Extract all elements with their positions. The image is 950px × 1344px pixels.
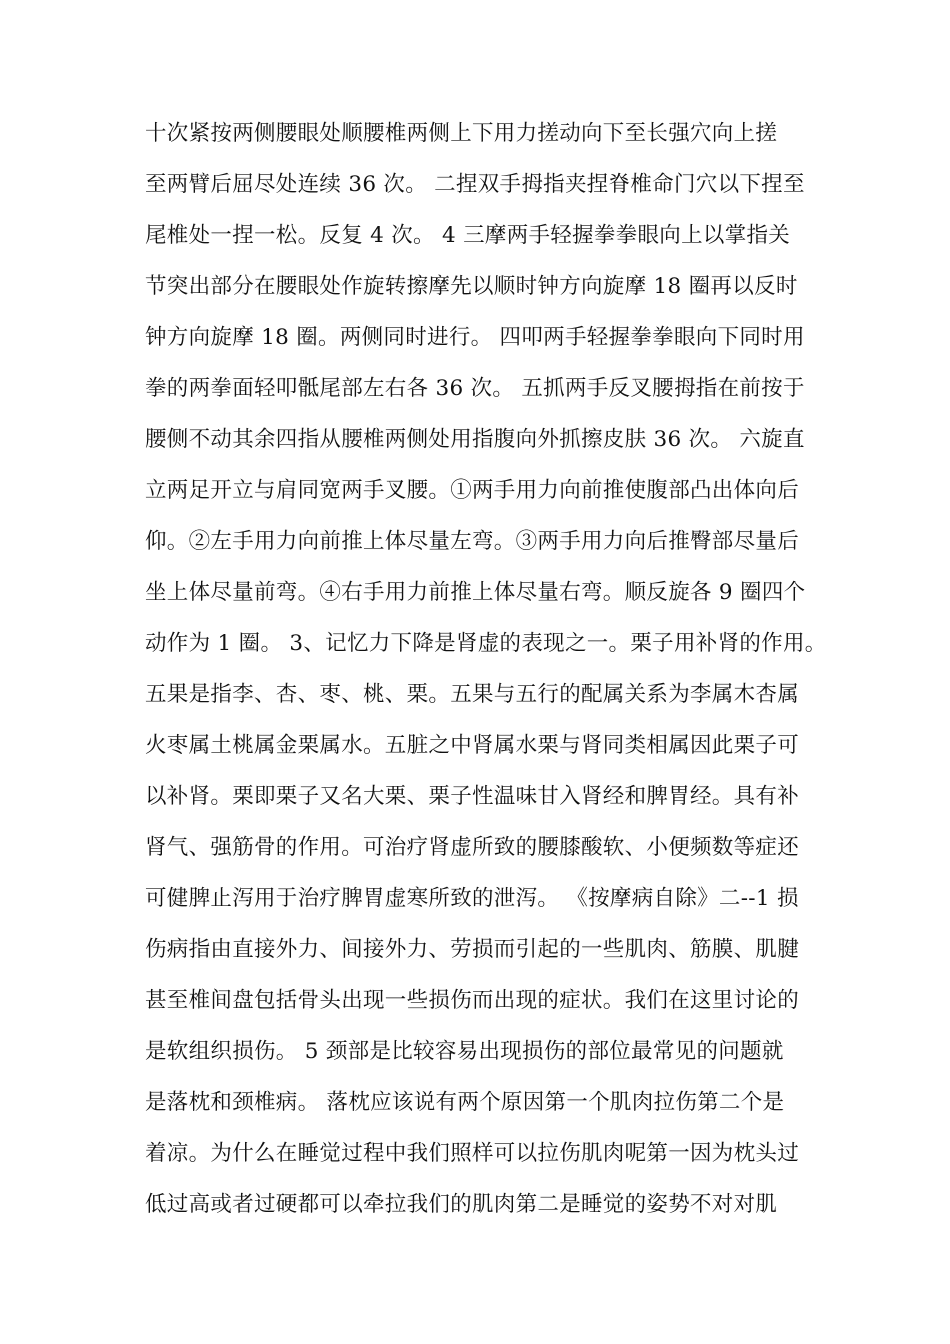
text-line: 五果是指李、杏、枣、桃、栗。五果与五行的配属关系为李属木杏属 <box>145 682 800 707</box>
text-line: 至两臂后屈尽处连续 36 次。 二捏双手拇指夹捏脊椎命门穴以下捏至 <box>145 172 805 197</box>
text-line: 以补肾。栗即栗子又名大栗、栗子性温味甘入肾经和脾胃经。具有补 <box>145 784 800 809</box>
text-line: 节突出部分在腰眼处作旋转擦摩先以顺时钟方向旋摩 18 圈再以反时 <box>145 274 798 299</box>
text-line: 伤病指由直接外力、间接外力、劳损而引起的一些肌肉、筋膜、肌腱 <box>145 937 800 962</box>
text-line: 坐上体尽量前弯。④右手用力前推上体尽量右弯。顺反旋各 9 圈四个 <box>145 580 806 605</box>
text-line: 尾椎处一捏一松。反复 4 次。 4 三摩两手轻握拳拳眼向上以掌指关 <box>145 223 791 248</box>
text-line: 火枣属土桃属金栗属水。五脏之中肾属水栗与肾同类相属因此栗子可 <box>145 733 800 758</box>
body-text <box>145 108 827 1230</box>
text-line: 立两足开立与肩同宽两手叉腰。①两手用力向前推使腹部凸出体向后 <box>145 478 800 503</box>
text-line: 腰侧不动其余四指从腰椎两侧处用指腹向外抓擦皮肤 36 次。 六旋直 <box>145 427 805 452</box>
text-line: 动作为 1 圈。 3、记忆力下降是肾虚的表现之一。栗子用补肾的作用。 <box>145 631 827 656</box>
text-line: 是软组织损伤。 5 颈部是比较容易出现损伤的部位最常见的问题就 <box>145 1039 784 1064</box>
text-line: 是落枕和颈椎病。 落枕应该说有两个原因第一个肌肉拉伤第二个是 <box>145 1090 785 1115</box>
text-line: 低过高或者过硬都可以牵拉我们的肌肉第二是睡觉的姿势不对对肌 <box>145 1192 778 1217</box>
text-line: 着凉。为什么在睡觉过程中我们照样可以拉伤肌肉呢第一因为枕头过 <box>145 1141 800 1166</box>
text-line: 甚至椎间盘包括骨头出现一些损伤而出现的症状。我们在这里讨论的 <box>145 988 800 1013</box>
text-line: 十次紧按两侧腰眼处顺腰椎两侧上下用力搓动向下至长强穴向上搓 <box>145 121 778 146</box>
text-line: 钟方向旋摩 18 圈。两侧同时进行。 四叩两手轻握拳拳眼向下同时用 <box>145 325 805 350</box>
text-line: 拳的两拳面轻叩骶尾部左右各 36 次。 五抓两手反叉腰拇指在前按于 <box>145 376 805 401</box>
text-line: 肾气、强筋骨的作用。可治疗肾虚所致的腰膝酸软、小便频数等症还 <box>145 835 800 860</box>
text-line: 可健脾止泻用于治疗脾胃虚寒所致的泄泻。 《按摩病自除》二--1 损 <box>145 886 799 911</box>
text-line: 仰。②左手用力向前推上体尽量左弯。③两手用力向后推臀部尽量后 <box>145 529 800 554</box>
